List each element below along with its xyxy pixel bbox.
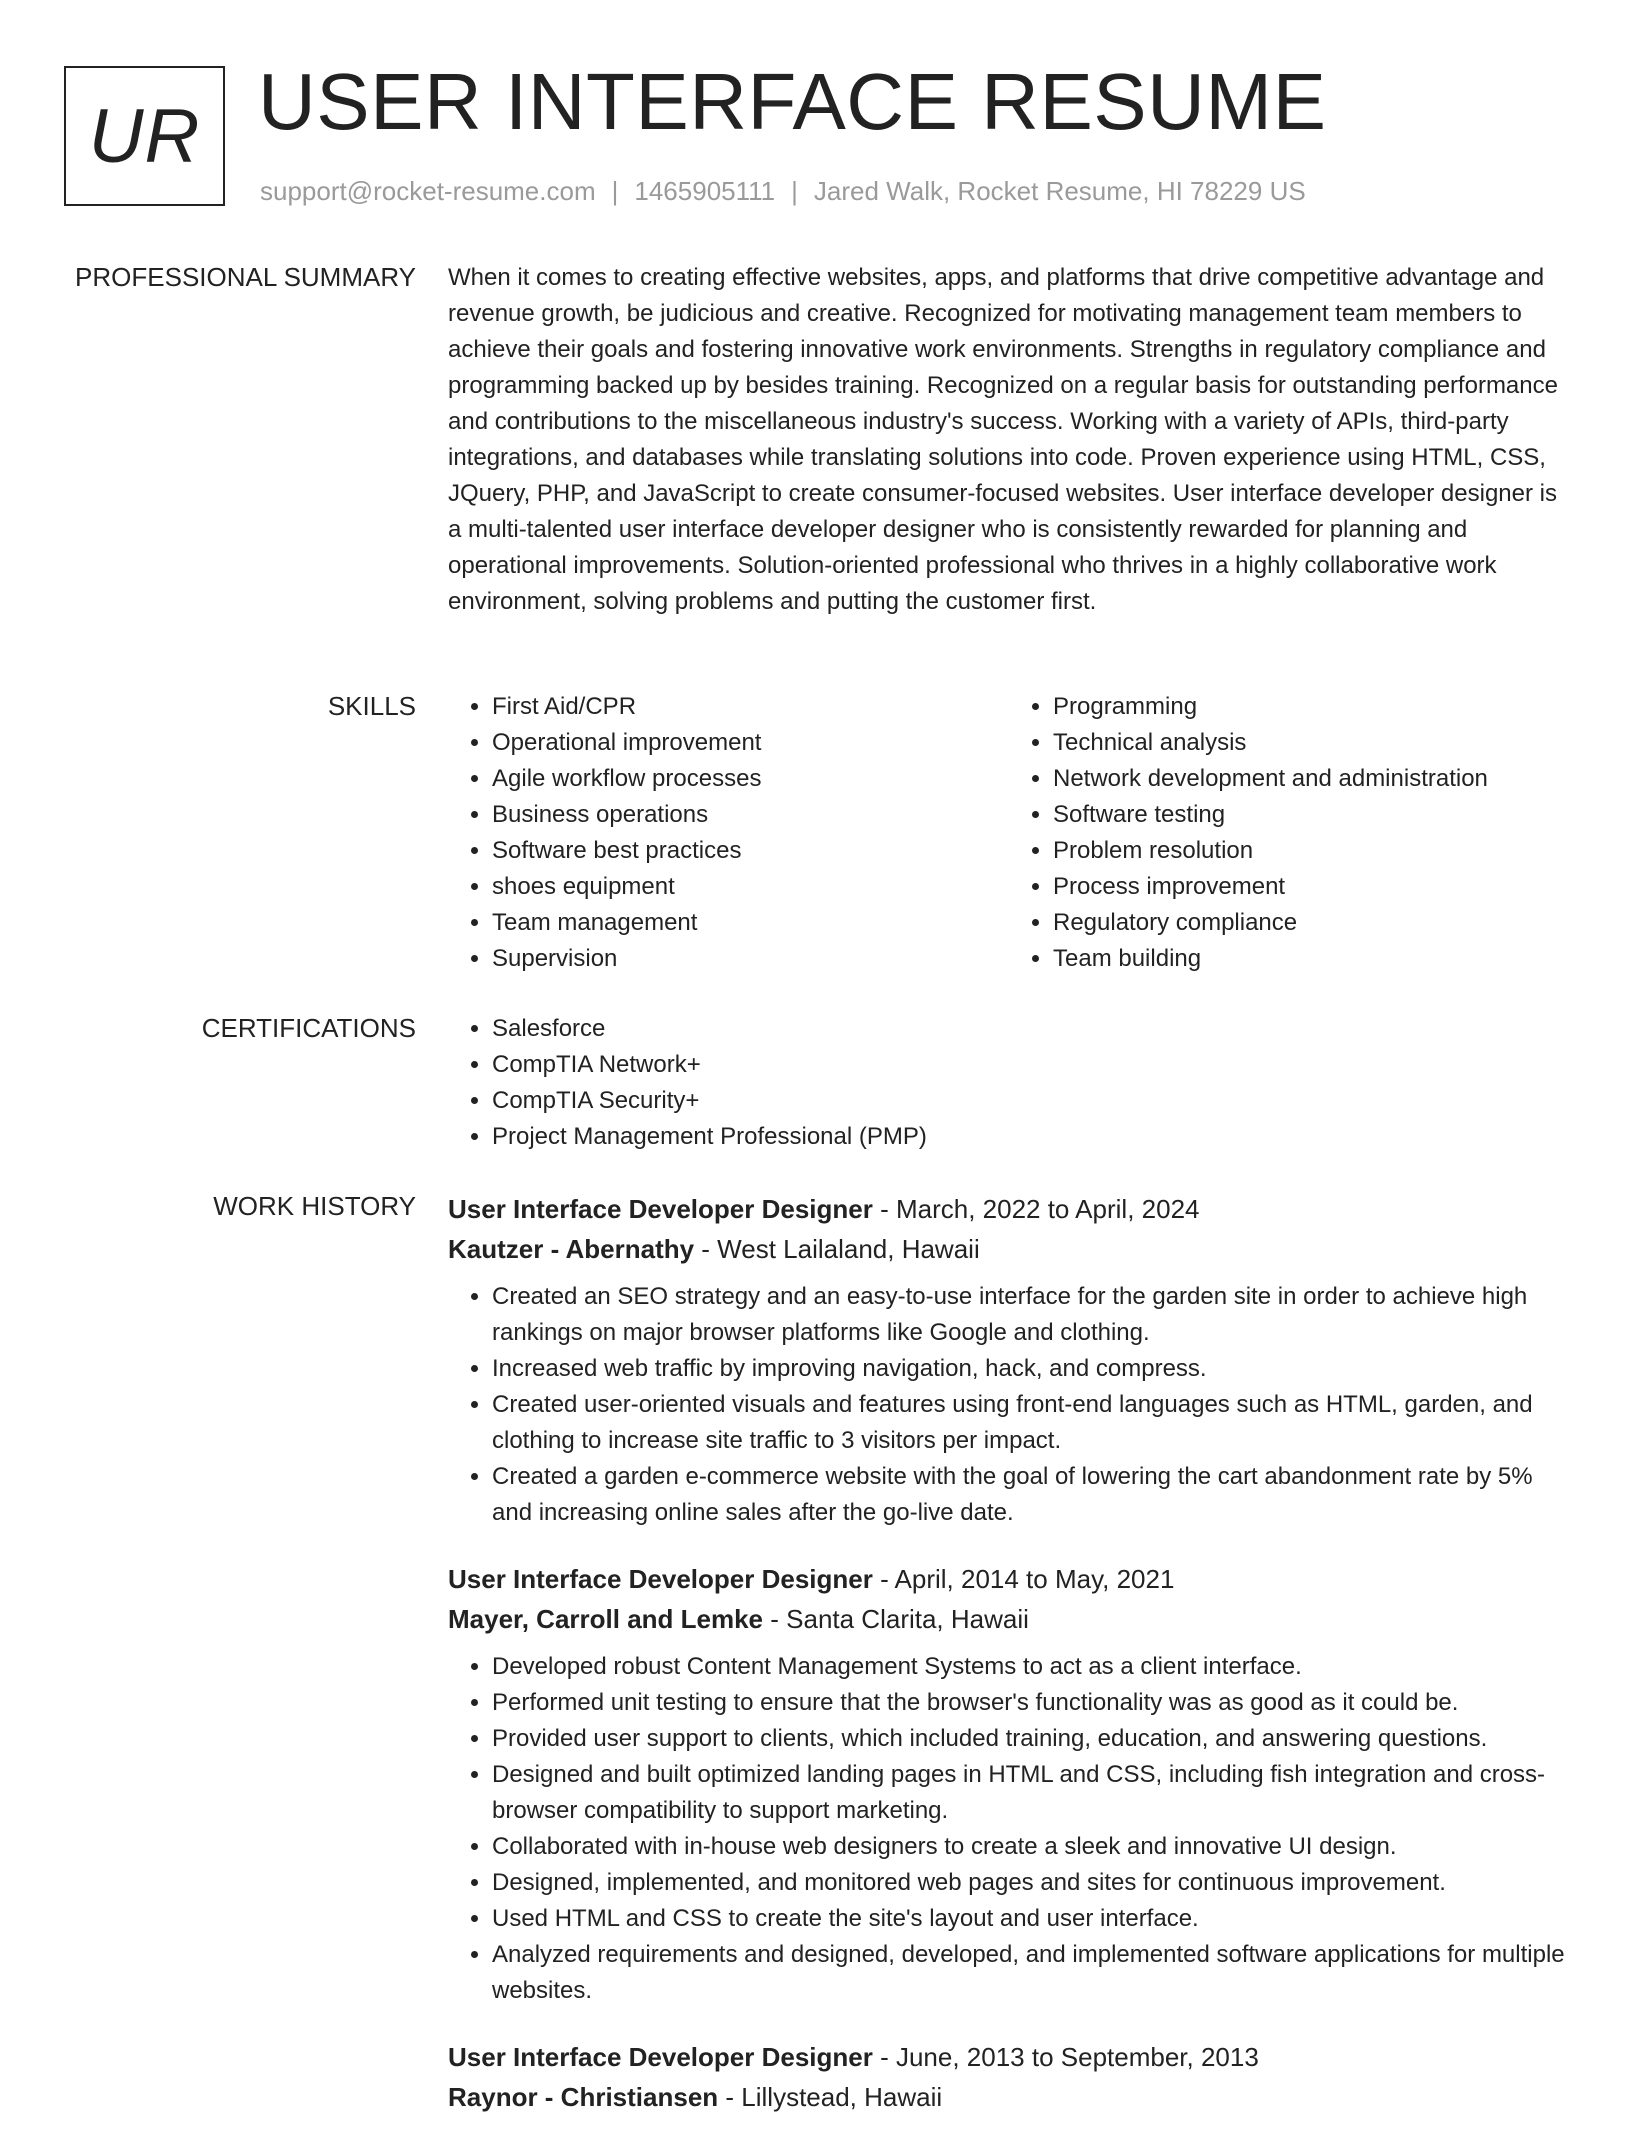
skills-list-left xyxy=(448,689,1009,977)
job-location: - West Lailaland, Hawaii xyxy=(694,1234,980,1264)
job-role-line xyxy=(448,1189,1570,1229)
skill-item: • First Aid/CPR xyxy=(492,689,1009,725)
skill-item: • Technical analysis xyxy=(1053,725,1570,761)
skill-item: • Supervision xyxy=(492,941,1009,977)
job-bullet: • Created an SEO strategy and an easy-to-use interface for the garden site in order to achieve high rankings on major browser platforms like Google and clothing. xyxy=(492,1279,1570,1351)
skills-list-right xyxy=(1009,689,1570,977)
certification-item: • CompTIA Security+ xyxy=(492,1083,1570,1119)
certifications-body xyxy=(448,1011,1570,1155)
certification-item: • Project Management Professional (PMP) xyxy=(492,1119,1570,1155)
skill-item: • Network development and administration xyxy=(1053,761,1570,797)
contact-phone[interactable]: 1465905111 xyxy=(634,176,776,206)
certification-item: • CompTIA Network+ xyxy=(492,1047,1570,1083)
job-dates: - June, 2013 to September, 2013 xyxy=(872,2042,1259,2072)
skills-title: SKILLS xyxy=(327,691,416,721)
skill-item: • shoes equipment xyxy=(492,869,1009,905)
job-bullet: • Created a garden e-commerce website with the goal of lowering the cart abandonment rate by 5% and increasing online sales after the go-live date. xyxy=(492,1459,1570,1531)
job-role-line xyxy=(448,1559,1570,1599)
contact-separator: | xyxy=(791,176,798,206)
job-entry xyxy=(448,1559,1570,2009)
job-company-line xyxy=(448,1599,1570,1639)
job-company-line xyxy=(448,2077,1570,2117)
job-dates: - March, 2022 to April, 2024 xyxy=(872,1194,1200,1224)
skill-item: • Software testing xyxy=(1053,797,1570,833)
skill-item: • Process improvement xyxy=(1053,869,1570,905)
contact-email[interactable]: support@rocket-resume.com xyxy=(260,176,596,206)
skill-item: • Software best practices xyxy=(492,833,1009,869)
certifications-title: CERTIFICATIONS xyxy=(201,1013,416,1043)
resume-name: USER INTERFACE RESUME xyxy=(258,57,1327,146)
summary-title: PROFESSIONAL SUMMARY xyxy=(75,262,416,292)
job-company-line xyxy=(448,1229,1570,1269)
job-bullet: • Analyzed requirements and designed, developed, and implemented software applications for multiple websites. xyxy=(492,1937,1570,2009)
job-location: - Santa Clarita, Hawaii xyxy=(763,1604,1029,1634)
contact-separator: | xyxy=(611,176,619,206)
job-role: User Interface Developer Designer xyxy=(448,1564,873,1594)
job-location: - Lillystead, Hawaii xyxy=(718,2082,943,2112)
job-company: Kautzer - Abernathy xyxy=(448,1234,695,1264)
job-bullet: • Designed and built optimized landing pages in HTML and CSS, including fish integration and cross-browser compatibility to support marketing. xyxy=(492,1757,1570,1829)
job-role-line xyxy=(448,2037,1570,2077)
work-title: WORK HISTORY xyxy=(213,1191,416,1221)
skill-item: • Agile workflow processes xyxy=(492,761,1009,797)
job-bullet: • Performed unit testing to ensure that the browser's functionality was as good as it could be. xyxy=(492,1685,1570,1721)
summary-body xyxy=(448,260,1570,620)
job-bullets xyxy=(448,1649,1570,2009)
job-bullet: • Designed, implemented, and monitored web pages and sites for continuous improvement. xyxy=(492,1865,1570,1901)
job-bullet: • Provided user support to clients, which included training, education, and answering questions. xyxy=(492,1721,1570,1757)
job-entry xyxy=(448,1189,1570,1531)
skill-item: • Problem resolution xyxy=(1053,833,1570,869)
job-bullet: • Created user-oriented visuals and features using front-end languages such as HTML, garden, and clothing to increase site traffic to 3 visitors per impact. xyxy=(492,1387,1570,1459)
skill-item: • Regulatory compliance xyxy=(1053,905,1570,941)
contact-line xyxy=(260,176,1306,206)
contact-address: Jared Walk, Rocket Resume, HI 78229 US xyxy=(813,176,1306,206)
skill-item: • Team management xyxy=(492,905,1009,941)
job-role: User Interface Developer Designer xyxy=(448,2042,873,2072)
monogram-badge: UR xyxy=(64,66,225,206)
skill-item: • Operational improvement xyxy=(492,725,1009,761)
job-entry xyxy=(448,2037,1570,2117)
certifications-list xyxy=(448,1011,1570,1155)
skill-item: • Business operations xyxy=(492,797,1009,833)
skills-columns xyxy=(448,689,1570,977)
work-body xyxy=(448,1189,1570,2145)
job-dates: - April, 2014 to May, 2021 xyxy=(872,1564,1175,1594)
summary-text: When it comes to creating effective websites, apps, and platforms that drive competitive advantage and revenue growth, be judicious and creative. Recognized for motivating management team members to achieve their goals and fostering innovative work environments. Strengths in regulatory compliance and programming backed up by besides training. Recognized on a regular basis for outstanding performance and contributions to the miscellaneous industry's success. Working with a variety of APIs, third-party integrations, and databases while translating solutions into code. Proven experience using HTML, CSS, JQuery, PHP, and JavaScript to create consumer-focused websites. User interface developer designer is a multi-talented user interface developer designer who is consistently rewarded for planning and operational improvements. Solution-oriented professional who thrives in a highly collaborative work environment, solving problems and putting the customer first. xyxy=(448,264,1558,615)
job-bullet: • Used HTML and CSS to create the site's layout and user interface. xyxy=(492,1901,1570,1937)
job-company: Mayer, Carroll and Lemke xyxy=(448,1604,764,1634)
job-role: User Interface Developer Designer xyxy=(448,1194,873,1224)
job-bullet: • Collaborated with in-house web designers to create a sleek and innovative UI design. xyxy=(492,1829,1570,1865)
skill-item: • Programming xyxy=(1053,689,1570,725)
job-bullet: • Increased web traffic by improving navigation, hack, and compress. xyxy=(492,1351,1570,1387)
job-bullets xyxy=(448,1279,1570,1531)
job-bullet: • Developed robust Content Management Systems to act as a client interface. xyxy=(492,1649,1570,1685)
certification-item: • Salesforce xyxy=(492,1011,1570,1047)
job-company: Raynor - Christiansen xyxy=(448,2082,719,2112)
skill-item: • Team building xyxy=(1053,941,1570,977)
